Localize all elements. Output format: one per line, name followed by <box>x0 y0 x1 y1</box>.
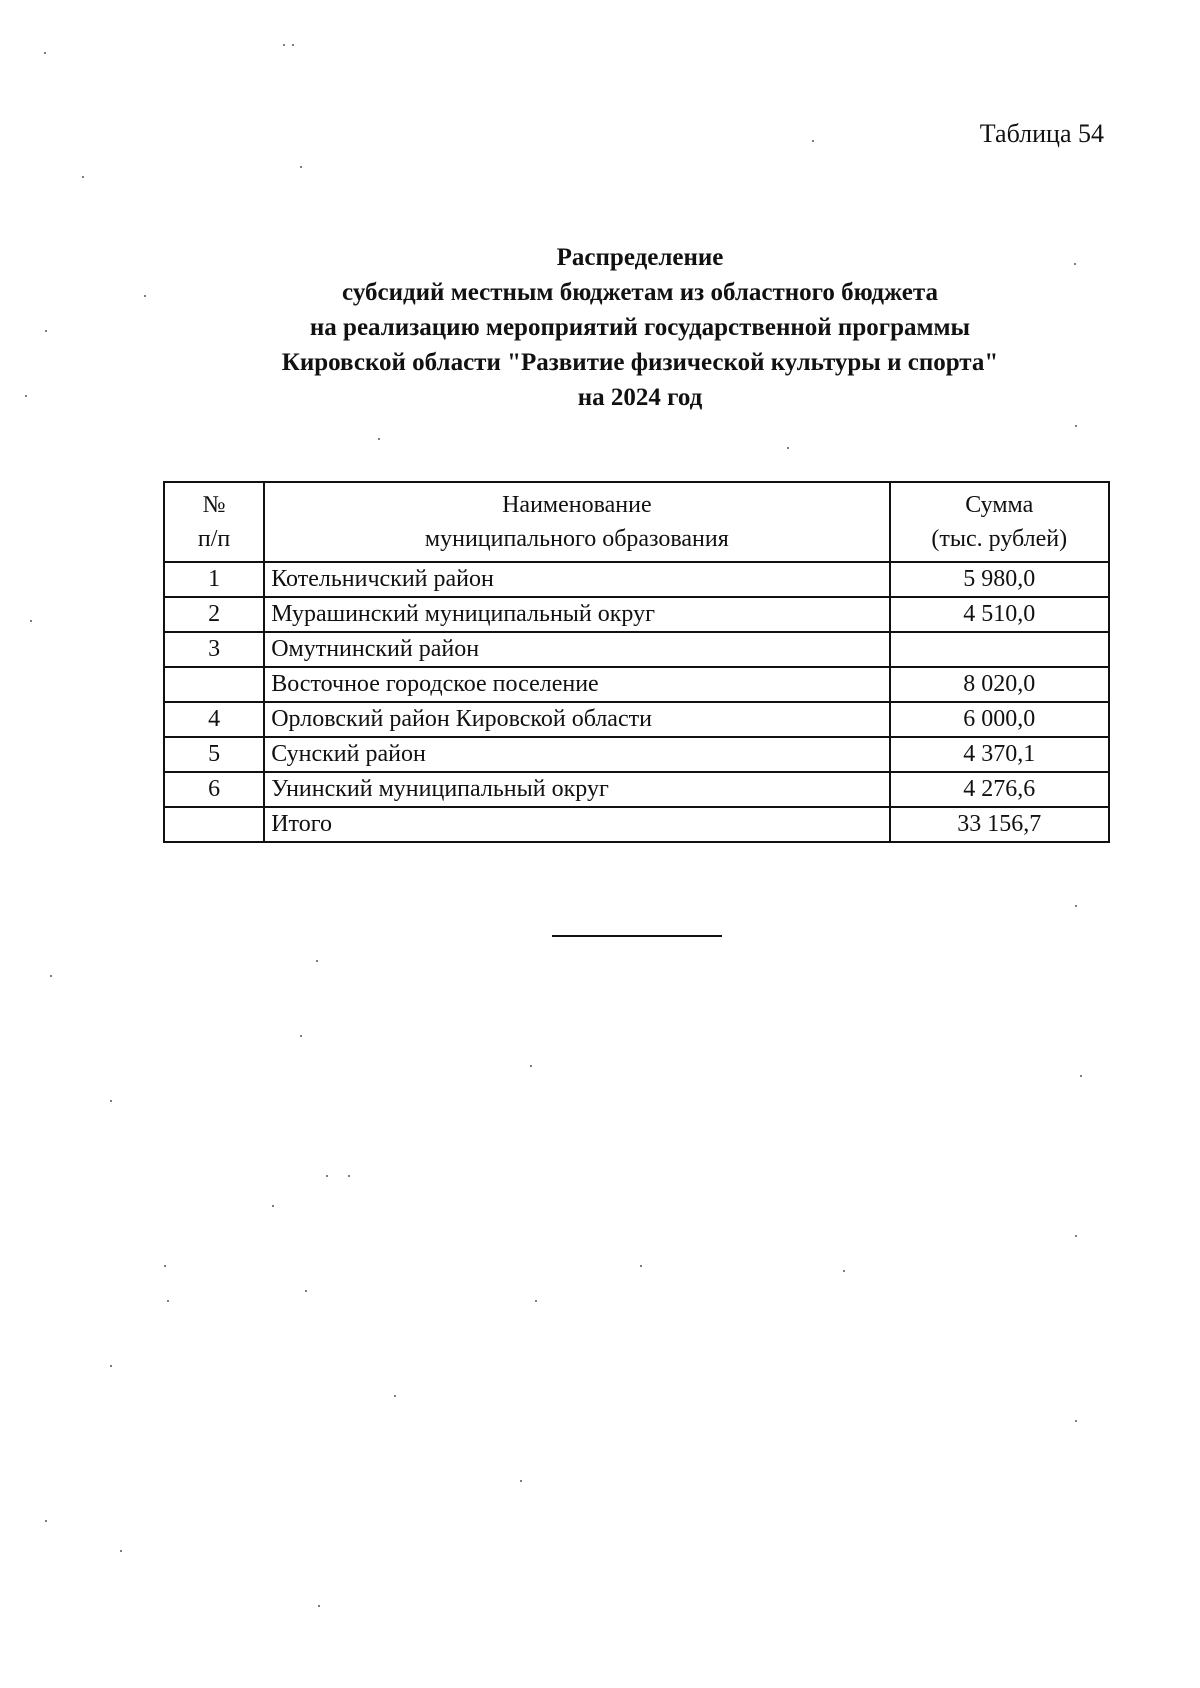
table-row <box>164 667 1109 702</box>
scan-speck <box>1075 1235 1077 1237</box>
title-line: Распределение <box>556 244 724 271</box>
table-row <box>164 702 1109 737</box>
title-line: на реализацию мероприятий государственной программы <box>309 314 971 341</box>
table-body <box>164 562 1109 842</box>
header-name-line2: муниципального образования <box>424 526 729 552</box>
scan-speck <box>120 1550 122 1552</box>
row-name: Омутнинский район <box>264 632 889 667</box>
header-row <box>164 482 1109 562</box>
row-sum: 4 510,0 <box>890 597 1109 632</box>
row-name: Унинский муниципальный округ <box>264 772 889 807</box>
row-sum: 5 980,0 <box>890 562 1109 597</box>
table-header <box>164 482 1109 562</box>
scan-speck <box>82 176 84 178</box>
scan-speck <box>30 620 32 622</box>
scan-speck <box>50 975 52 977</box>
row-number <box>164 807 264 842</box>
scan-speck <box>45 1520 47 1522</box>
row-name: Котельничский район <box>264 562 889 597</box>
header-sum-line1: Сумма <box>965 492 1034 518</box>
header-number-line2: п/п <box>197 526 231 552</box>
table-row <box>164 772 1109 807</box>
row-number <box>164 667 264 702</box>
scan-speck <box>272 1205 274 1207</box>
scan-speck <box>1075 425 1077 427</box>
scan-speck <box>348 1175 350 1177</box>
scan-speck <box>1074 263 1076 265</box>
row-name: Мурашинский муниципальный округ <box>264 597 889 632</box>
scan-speck <box>44 52 46 54</box>
row-name: Восточное городское поселение <box>264 667 889 702</box>
scan-speck <box>305 1290 307 1292</box>
row-sum: 4 276,6 <box>890 772 1109 807</box>
table-row <box>164 737 1109 772</box>
scan-speck <box>520 1480 522 1482</box>
total-sum: 33 156,7 <box>890 807 1109 842</box>
header-name <box>264 482 889 562</box>
scan-speck <box>812 140 814 142</box>
scan-speck <box>164 1265 166 1267</box>
row-name: Сунский район <box>264 737 889 772</box>
end-rule-divider <box>552 935 722 937</box>
table-row <box>164 632 1109 667</box>
row-name: Орловский район Кировской области <box>264 702 889 737</box>
row-number: 1 <box>164 562 264 597</box>
scan-speck <box>1075 905 1077 907</box>
total-label: Итого <box>264 807 889 842</box>
scan-speck <box>535 1300 537 1302</box>
scan-speck <box>144 295 146 297</box>
row-sum <box>890 632 1109 667</box>
scan-speck <box>394 1395 396 1397</box>
header-sum-line2: (тыс. рублей) <box>931 526 1068 552</box>
scan-speck <box>45 330 47 332</box>
scan-speck <box>843 1270 845 1272</box>
row-number: 4 <box>164 702 264 737</box>
title-line: субсидий местным бюджетам из областного бюджета <box>342 279 938 306</box>
header-sum <box>890 482 1109 562</box>
scan-speck <box>1080 1075 1082 1077</box>
scan-speck <box>110 1100 112 1102</box>
scan-speck <box>292 44 294 46</box>
scan-speck <box>640 1265 642 1267</box>
scan-speck <box>167 1300 169 1302</box>
row-number: 6 <box>164 772 264 807</box>
scan-speck <box>787 447 789 449</box>
scan-speck <box>316 960 318 962</box>
title-line: Кировской области "Развитие физической культуры и спорта" <box>281 349 999 376</box>
scan-speck <box>318 1605 320 1607</box>
scan-speck <box>300 1035 302 1037</box>
row-sum: 4 370,1 <box>890 737 1109 772</box>
scan-speck <box>530 1065 532 1067</box>
header-name-line1: Наименование <box>502 492 652 518</box>
total-row <box>164 807 1109 842</box>
scan-speck <box>283 44 285 46</box>
scan-speck <box>110 1365 112 1367</box>
scan-speck <box>300 166 302 168</box>
row-sum: 6 000,0 <box>890 702 1109 737</box>
distribution-table <box>163 481 1110 843</box>
header-number <box>164 482 264 562</box>
table-number-label: Таблица 54 <box>979 119 1104 148</box>
scan-speck <box>1075 1420 1077 1422</box>
row-number: 2 <box>164 597 264 632</box>
scan-speck <box>326 1175 328 1177</box>
row-number: 3 <box>164 632 264 667</box>
header-number-line1: № <box>202 492 226 518</box>
scan-speck <box>25 395 27 397</box>
row-sum: 8 020,0 <box>890 667 1109 702</box>
scan-speck <box>378 438 380 440</box>
title-line: на 2024 год <box>577 384 703 411</box>
table-row <box>164 562 1109 597</box>
table-row <box>164 597 1109 632</box>
document-title <box>0 240 1200 415</box>
row-number: 5 <box>164 737 264 772</box>
